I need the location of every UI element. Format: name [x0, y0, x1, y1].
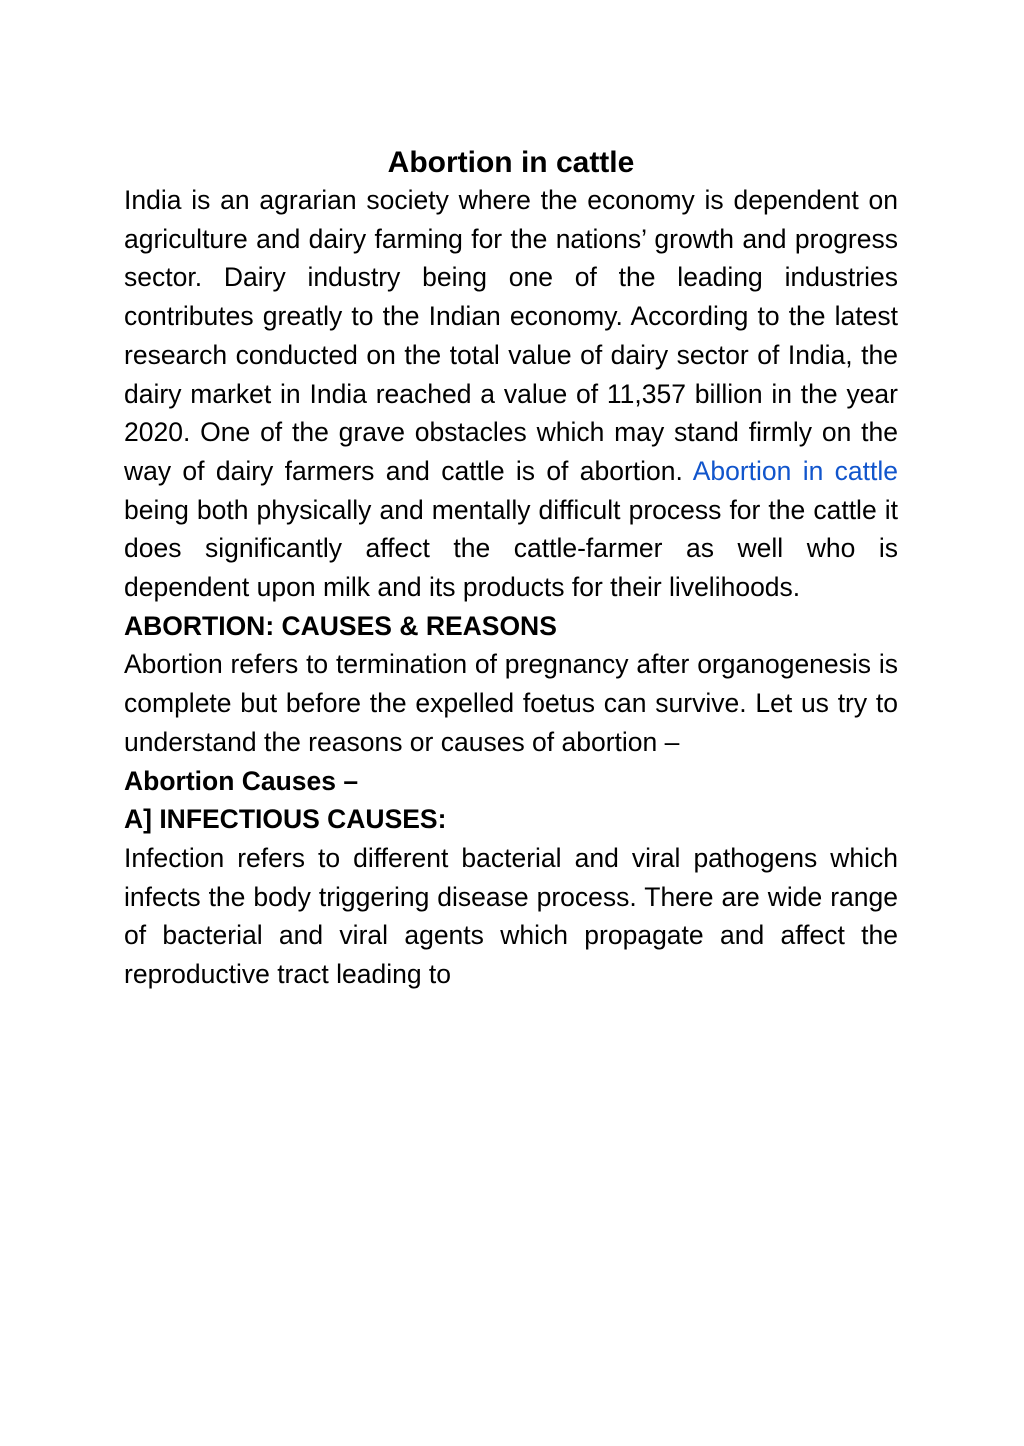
infection-paragraph: Infection refers to different bacterial and viral pathogens which infects the body triggering disease process. There are wide range of bacterial and viral agents which propagate and affect the reproductive tract leading to — [124, 842, 898, 990]
intro-text-before-link: India is an agrarian society where the economy is dependent on agriculture and dairy farming for the nations’ growth and progress sector. Dairy industry being one of the leading industries contributes greatly to the Indian economy. According to the latest research conducted on the total value of dairy sector of India, the dairy market in India reached a value of 11,357 billion in the year 2020. One of the grave obstacles which may stand firmly on the way of dairy farmers and cattle is of abortion. — [124, 185, 898, 486]
abortion-in-cattle-link[interactable]: Abortion in cattle — [692, 455, 898, 486]
causes-reasons-heading: ABORTION: CAUSES & REASONS — [124, 610, 557, 641]
abortion-definition-paragraph: Abortion refers to termination of pregnancy after organogenesis is complete but before the expelled foetus can survive. Let us try to understand the reasons or causes of abortion – — [124, 649, 898, 757]
abortion-causes-subheading: Abortion Causes – — [124, 765, 359, 796]
intro-text-after-link: being both physically and mentally difficult process for the cattle it does significantly affect the cattle-farmer as well who is dependent upon milk and its products for their livelihoods. — [124, 494, 898, 603]
document-title: Abortion in cattle — [387, 146, 635, 179]
intro-paragraph — [124, 181, 898, 607]
infectious-causes-heading: A] INFECTIOUS CAUSES: — [124, 804, 447, 835]
